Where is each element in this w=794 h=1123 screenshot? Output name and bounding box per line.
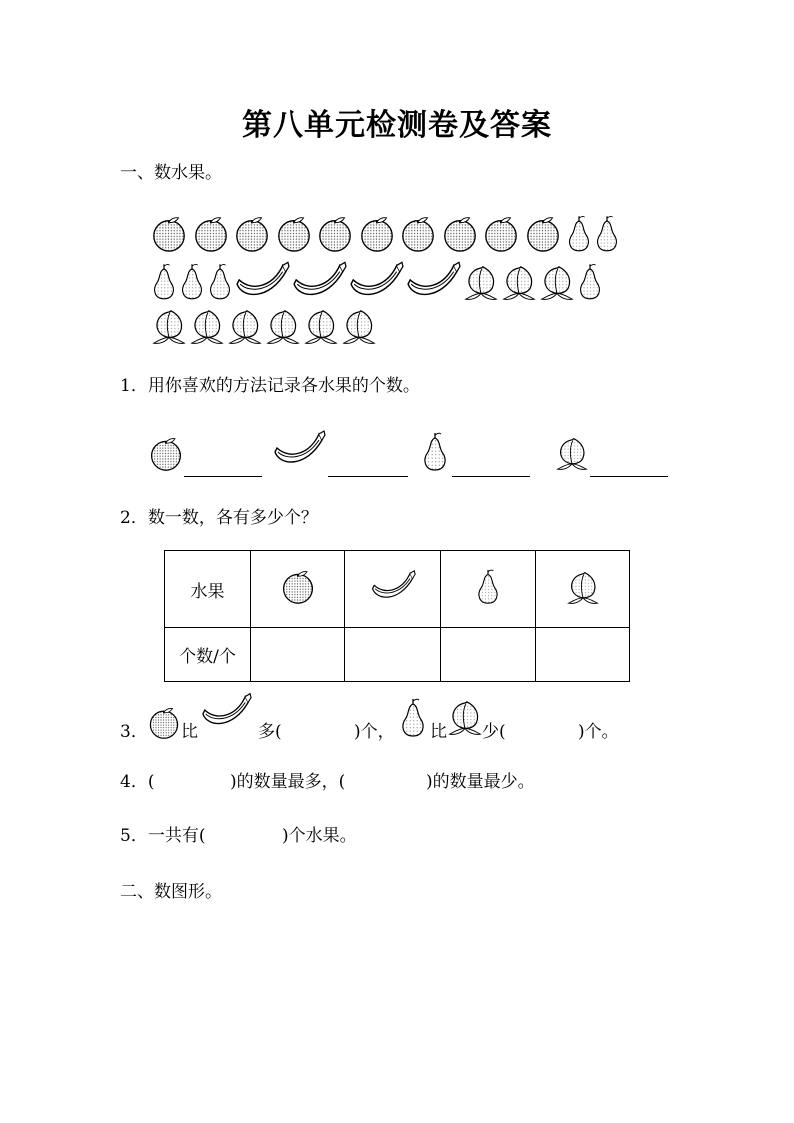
orange-icon [482,215,520,253]
orange-icon [316,215,354,253]
pear-icon [474,569,502,605]
question-4-part2: )的数量最少。 [426,772,535,792]
fruit-row [165,551,630,628]
peach-icon [565,568,601,606]
banana-icon [348,260,404,304]
banana-icon [272,428,326,472]
table-fruit-cell [345,551,441,628]
question-3-duo: 多( [258,722,282,742]
question-4-number: 4．( [120,772,155,792]
peach-icon [226,306,264,346]
orange-icon [280,569,316,605]
orange-icon [358,215,396,253]
pear-icon [565,214,593,254]
peach-icon [340,306,378,346]
orange-icon [148,436,184,472]
peach-icon [500,262,538,302]
pear-icon [178,262,206,302]
table-fruit-cell [536,551,630,628]
banana-count-blank[interactable] [328,476,408,477]
count-header-cell: 个数/个 [165,628,251,682]
section-1-heading: 一、数水果。 [120,163,222,183]
question-3-ge2: )个。 [578,722,619,742]
question-2: 2．数一数，各有多少个？ [120,508,318,528]
pear-icon [150,262,178,302]
pear-icon [576,262,604,302]
peach-icon [150,306,188,346]
orange-icon [147,706,181,740]
peach-icon [538,262,576,302]
pear-icon [593,214,621,254]
table-fruit-cell [441,551,536,628]
peach-icon [554,434,590,472]
question-5-part1: )个水果。 [282,826,357,846]
banana-icon [405,260,461,304]
orange-count-cell[interactable] [251,628,345,682]
question-1: 1．用你喜欢的方法记录各水果的个数。 [120,376,420,396]
orange-icon [192,215,230,253]
question-3-bi: 比 [181,722,198,742]
peach-icon [462,262,500,302]
orange-icon [233,215,271,253]
orange-count-blank[interactable] [184,476,262,477]
banana-icon [291,260,347,304]
pear-count-cell[interactable] [441,628,536,682]
page-title: 第八单元检测卷及答案 [242,108,552,143]
pear-icon [206,262,234,302]
peach-icon [302,306,340,346]
pear-count-blank[interactable] [452,476,530,477]
peach-count-cell[interactable] [536,628,630,682]
peach-count-blank[interactable] [590,476,668,477]
orange-icon [441,215,479,253]
orange-icon [150,215,188,253]
question-5-number: 5．一共有( [120,826,206,846]
section-2-heading: 二、数图形。 [120,882,222,902]
table-fruit-cell [251,551,345,628]
question-4-part1: )的数量最多，( [230,772,346,792]
banana-icon [370,568,416,606]
question-3-number: 3． [120,722,148,742]
banana-icon [200,690,252,734]
question-3-bi2: 比 [430,722,447,742]
peach-icon [264,306,302,346]
count-row [165,628,630,682]
banana-count-cell[interactable] [345,628,441,682]
question-3-ge1: )个， [354,722,395,742]
orange-icon [399,215,437,253]
pear-icon [398,697,428,739]
peach-icon [188,306,226,346]
question-3-shao: 少( [482,722,506,742]
count-table [164,550,630,682]
pear-icon [420,432,450,472]
orange-icon [275,215,313,253]
peach-icon [446,696,484,738]
orange-icon [524,215,562,253]
fruit-header-cell: 水果 [165,551,251,628]
banana-icon [234,260,290,304]
